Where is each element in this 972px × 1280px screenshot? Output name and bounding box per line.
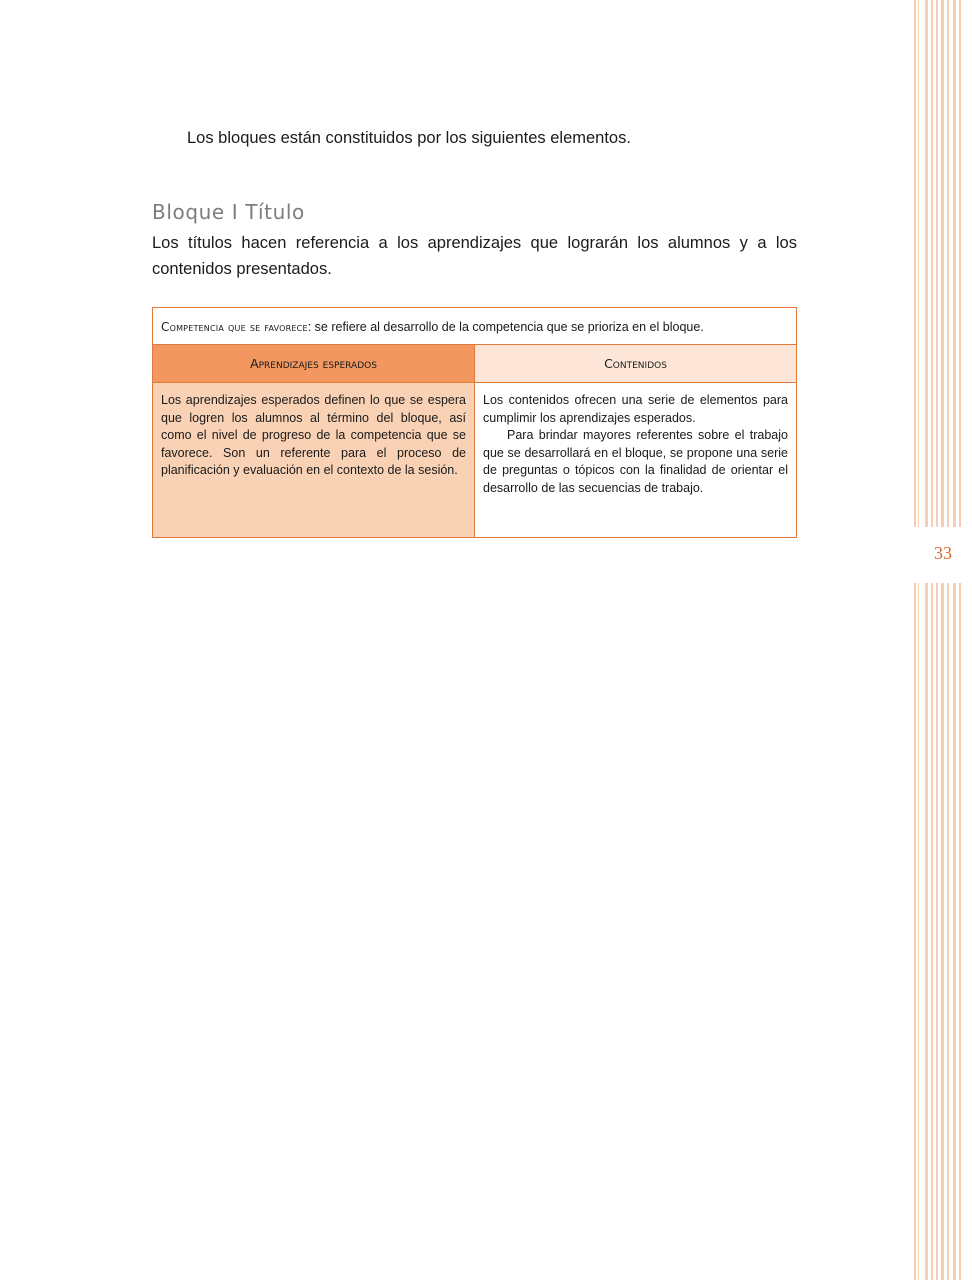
contenidos-text-2: Para brindar mayores referentes sobre el trabajo que se desarrollará en el bloque, se propone una serie de preguntas o tópicos con la finalidad de orientar el desarrollo de las secuencias de trabajo. bbox=[483, 428, 788, 495]
intro-paragraph: Los bloques están constituidos por los siguientes elementos. bbox=[187, 129, 631, 147]
block-title: Bloque I Título bbox=[152, 200, 305, 224]
aprendizajes-cell bbox=[153, 383, 475, 537]
aprendizajes-header: Aprendizajes esperados bbox=[153, 345, 475, 383]
decorative-stripes bbox=[914, 0, 964, 1280]
aprendizajes-text: Los aprendizajes esperados definen lo que se espera que logren los alumnos al término del bloque, así como el nivel de progreso de la competencia que se favorece. Son un referente para el proceso de planificación y evaluación en el contexto de la sesión. bbox=[161, 393, 466, 477]
contenidos-cell bbox=[475, 383, 796, 537]
competencia-row bbox=[153, 308, 796, 345]
competencia-label: Competencia que se favorece bbox=[161, 320, 308, 334]
contenidos-header: Contenidos bbox=[475, 345, 796, 383]
competencia-text: : se refiere al desarrollo de la competencia que se prioriza en el bloque. bbox=[307, 320, 704, 334]
page-number: 33 bbox=[934, 543, 952, 563]
block-description: Los títulos hacen referencia a los aprendizajes que lograrán los alumnos y a los contenidos presentados. bbox=[152, 234, 797, 278]
contenidos-text-1: Los contenidos ofrecen una serie de elementos para cumplimir los aprendizajes esperados. bbox=[483, 393, 788, 425]
block-structure-table bbox=[152, 307, 797, 538]
